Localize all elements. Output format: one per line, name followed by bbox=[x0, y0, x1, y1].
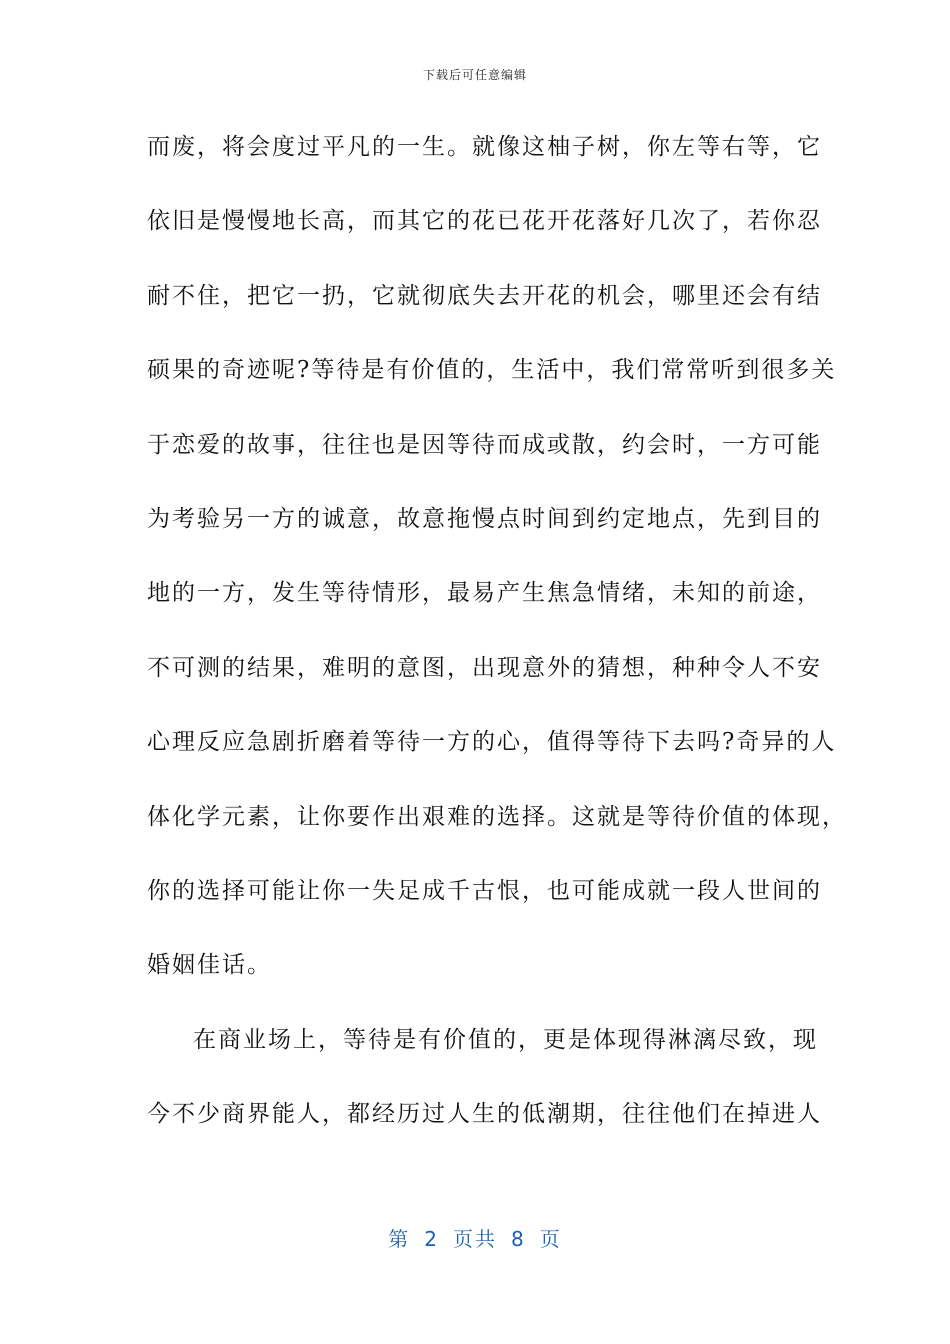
text-line: 硕果的奇迹呢?等待是有价值的，生活中，我们常常听到很多关 bbox=[147, 357, 837, 384]
footer-prefix: 第 bbox=[388, 1227, 411, 1251]
text-line: 于恋爱的故事，往往也是因等待而成或散，约会时，一方可能 bbox=[147, 431, 822, 458]
document-body bbox=[147, 124, 847, 1165]
text-line: 婚姻佳话。 bbox=[147, 952, 272, 979]
text-line: 今不少商界能人，都经历过人生的低潮期，往往他们在掉进人 bbox=[147, 1101, 822, 1128]
footer-suffix: 页 bbox=[539, 1227, 562, 1251]
text-line: 耐不住，把它一扔，它就彻底失去开花的机会，哪里还会有结 bbox=[147, 282, 822, 309]
current-page-number: 2 bbox=[424, 1227, 439, 1251]
text-line: 你的选择可能让你一失足成千古恨，也可能成就一段人世间的 bbox=[147, 877, 822, 904]
text-line: 为考验另一方的诚意，故意拖慢点时间到约定地点，先到目的 bbox=[147, 505, 822, 532]
footer-middle: 页共 bbox=[453, 1227, 497, 1251]
text-line: 不可测的结果，难明的意图，出现意外的猜想，种种令人不安 bbox=[147, 654, 822, 681]
text-line: 地的一方，发生等待情形，最易产生焦急情绪，未知的前途， bbox=[147, 580, 822, 607]
total-page-number: 8 bbox=[511, 1227, 526, 1251]
paragraph-start-line: 在商业场上，等待是有价值的，更是体现得淋漓尽致，现 bbox=[193, 1026, 818, 1053]
page-header: 下载后可任意编辑 bbox=[422, 68, 527, 82]
text-line: 依旧是慢慢地长高，而其它的花已花开花落好几次了，若你忍 bbox=[147, 208, 822, 235]
page-footer bbox=[0, 1223, 950, 1252]
text-line: 而废，将会度过平凡的一生。就像这柚子树，你左等右等，它 bbox=[147, 134, 822, 160]
text-line: 心理反应急剧折磨着等待一方的心，值得等待下去吗?奇异的人 bbox=[147, 729, 837, 756]
text-line: 体化学元素，让你要作出艰难的选择。这就是等待价值的体现， bbox=[147, 803, 847, 830]
